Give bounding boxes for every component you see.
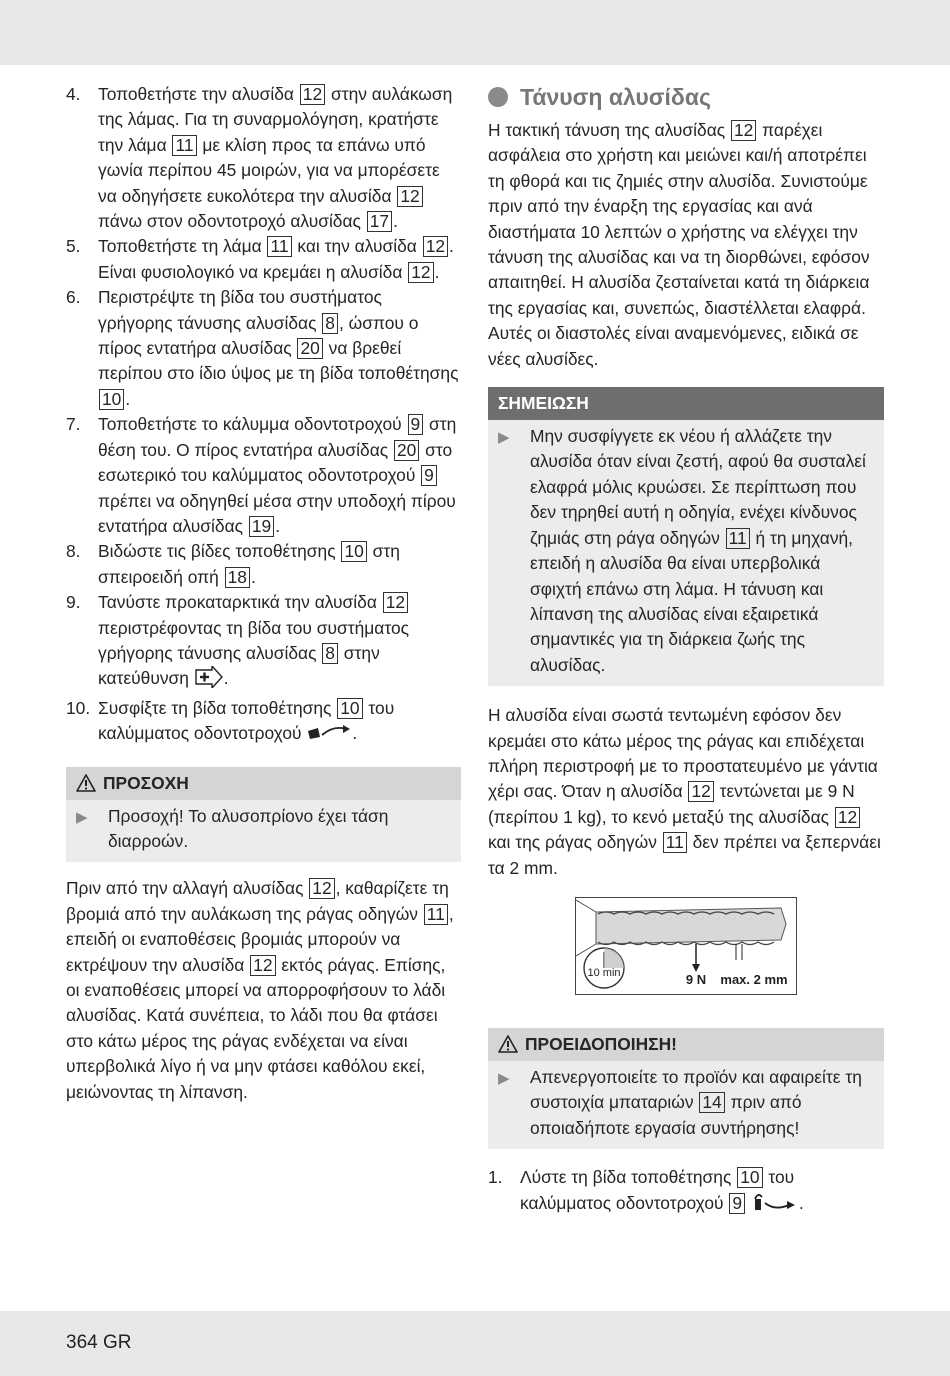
left-column	[66, 82, 461, 1105]
note-title: ΣΗΜΕΙΩΣΗ	[498, 393, 589, 414]
caution-text: Προσοχή! Το αλυσοπρίονο έχει τάση διαρροών.	[108, 805, 389, 851]
list-item	[66, 234, 461, 285]
text-run: Συσφίξτε τη βίδα τοποθέτησης	[98, 697, 337, 718]
part-reference-number: 12	[300, 84, 325, 105]
list-item	[66, 696, 461, 751]
text-run: Περιστρέψτε τη βίδα του συστήματος γρήγορης τάνυσης αλυσίδας	[98, 287, 382, 333]
text-run: , ώσπου ο πίρος εντατήρα αλυσίδας	[98, 312, 419, 359]
tighten-direction-plus-arrow-icon	[194, 666, 224, 695]
step-number: 8.	[66, 541, 81, 562]
text-run: , καθαρίζετε τη βρομιά από την αυλάκωση της ράγας οδηγών	[66, 878, 449, 924]
text-run: .	[125, 388, 131, 409]
step-number: 7.	[66, 414, 81, 435]
step-text	[98, 234, 461, 285]
part-reference-number: 12	[688, 781, 713, 802]
text-run: εκτός ράγας. Επίσης, οι εναποθέσεις μπορεί να απορροφήσουν το λάδι αλυσίδας. Κατά συνέπεια, το λάδι που θα φτάσει στο κάτω μέρος της ράγας ενδέχεται να είναι υπερβολικά λίγο ή να μην φτάσει καθόλου εκεί, μειώνοντας τη λίπανση.	[66, 954, 446, 1102]
loosen-screw-arrow-icon	[751, 1193, 799, 1220]
text-run: .	[250, 566, 256, 587]
part-reference-number: 12	[250, 955, 275, 976]
list-item	[66, 590, 461, 696]
part-reference-number: 10	[337, 698, 362, 719]
text-run: Βιδώστε τις βίδες τοποθέτησης	[98, 541, 341, 562]
text-run: Απενεργοποιείτε το προϊόν και αφαιρείτε τη συστοιχία μπαταριών	[530, 1066, 862, 1113]
part-reference-number: 12	[309, 878, 334, 899]
bullet-triangle-icon: ▶	[498, 429, 510, 447]
page-number: 364 GR	[66, 1332, 132, 1353]
part-reference-number: 10	[99, 389, 124, 410]
part-reference-number: 11	[172, 135, 196, 156]
text-run: πριν από οποιαδήποτε εργασία συντήρησης!	[530, 1092, 802, 1138]
text-run: και την αλυσίδα	[292, 236, 422, 257]
text-run: .	[434, 261, 440, 282]
chain-tension-illustration	[576, 898, 796, 994]
warning-triangle-icon	[498, 1035, 518, 1053]
text-run: να βρεθεί περίπου στο ίδιο ύψος με τη βίδα τοποθέτησης	[98, 338, 459, 384]
text-run: τεντώνεται με 9 N (περίπου 1 kg), το κενό μεταξύ της αλυσίδας	[488, 781, 855, 827]
text-run: Μην συσφίγγετε εκ νέου ή αλλάζετε την αλυσίδα όταν είναι ζεστή, αφού θα συσταλεί ελαφρά μόλις κρυώσει. Σε περίπτωση που δεν τηρηθεί αυτή η οδηγία, ενέχει κίνδυνος ζημιάς στη ράγα οδηγών	[530, 426, 866, 548]
part-reference-number: 12	[383, 592, 408, 613]
text-run: Τανύστε προκαταρκτικά την αλυσίδα	[98, 592, 382, 613]
text-run: Τοποθετήστε το κάλυμμα οδοντοτροχού	[98, 414, 407, 435]
section-title: Τάνυση αλυσίδας	[520, 83, 711, 110]
text-run: ή τη μηχανή, επειδή η αλυσίδα θα είναι υπερβολικά σφιχτή επάνω στη λάμα. Η τάνυση και λίπανση της αλυσίδας είναι εξαιρετικά σημαντικές για τη διάρκεια ζωής της αλυσίδας.	[530, 527, 854, 675]
part-reference-number: 12	[835, 807, 860, 828]
gap-label: max. 2 mm	[720, 971, 788, 987]
warning-body	[488, 1061, 884, 1149]
text-run: Τοποθετήστε την αλυσίδα	[98, 84, 299, 104]
part-reference-number: 17	[367, 211, 392, 232]
text-run: Τοποθετήστε τη λάμα	[98, 236, 267, 257]
part-reference-number: 20	[394, 440, 419, 461]
bottom-band	[0, 1311, 950, 1376]
right-column	[488, 82, 884, 1220]
text-run: Λύστε τη βίδα τοποθέτησης	[520, 1167, 737, 1188]
part-reference-number: 11	[663, 832, 687, 853]
part-reference-number: 11	[424, 904, 448, 925]
warning-box	[488, 1028, 884, 1149]
part-reference-number: 12	[408, 262, 433, 283]
note-box	[488, 387, 884, 686]
warning-header	[488, 1028, 884, 1061]
heading-bullet-icon	[488, 87, 508, 107]
step-text: Συσφίξτε τη βίδα τοποθέτησης 10 του καλύμματος οδοντοτροχού .	[98, 696, 461, 751]
text-run: Η αλυσίδα είναι σωστά τεντωμένη εφόσον δεν κρεμάει στο κάτω μέρος της ράγας και επιδέχεται πλήρη περιστροφή με το προστατευμένο με γάντια χέρι σας. Όταν η αλυσίδα	[488, 705, 878, 802]
note-header	[488, 387, 884, 420]
part-reference-number: 10	[341, 541, 366, 562]
note-body	[488, 420, 884, 686]
list-item	[66, 412, 461, 539]
assembly-steps-list	[66, 82, 461, 751]
part-reference-number: 11	[267, 236, 291, 257]
step-number: 10.	[66, 697, 91, 718]
list-item	[66, 539, 461, 590]
part-reference-number: 9	[408, 414, 424, 435]
text-run: στο εσωτερικό του καλύμματος οδοντοτροχού	[98, 439, 453, 486]
text-run: στην αυλάκωση της λάμας. Για τη συναρμολόγηση, κρατήστε την λάμα	[98, 84, 453, 155]
part-reference-number: 8	[322, 313, 338, 334]
text-run: , επειδή οι εναποθέσεις βρομιάς μπορούν να εκτρέψουν την αλυσίδα	[66, 903, 454, 975]
step-number: 5.	[66, 236, 81, 257]
list-item	[66, 82, 461, 234]
caution-title: ΠΡΟΣΟΧΗ	[103, 772, 189, 793]
part-reference-number: 12	[397, 186, 422, 207]
tighten-screw-arrow-icon	[306, 723, 352, 750]
top-band	[0, 0, 950, 65]
text-run: και της ράγας οδηγών	[488, 832, 662, 853]
step-text: Τανύστε προκαταρκτικά την αλυσίδα 12 περιστρέφοντας τη βίδα του συστήματος γρήγορης τάνυσης αλυσίδας 8 στην κατεύθυνση .	[98, 590, 461, 696]
text-run: με κλίση προς τα επάνω υπό γωνία περίπου 45 μοιρών, για να μπορέσετε να οδηγήσετε ευκολότερα την αλυσίδα	[98, 134, 440, 206]
step-text	[98, 285, 461, 412]
bullet-triangle-icon: ▶	[498, 1069, 510, 1087]
chain-tension-diagram	[575, 897, 797, 995]
step-text	[98, 539, 461, 590]
text-run: παρέχει ασφάλεια στο χρήστη και μειώνει και/ή αποτρέπει τη φθορά και τις ζημιές στην αλυσίδα. Συνιστούμε πριν από την έναρξη της εργασίας και ανά διαστήματα 10 λεπτών ο χρήστης να ελέγχει την τάνυση της αλυσίδας και να τη διορθώνει, εφόσον απαιτηθεί. Η αλυσίδα ζεσταίνεται κατά τη διάρκεια της εργασίας και, συνεπώς, διαστέλλεται ελαφρά. Αυτές οι διαστολές είναι αναμενόμενες, ειδικά σε νέες αλυσίδες.	[488, 120, 870, 369]
text-run: του καλύμματος οδοντοτροχού	[520, 1167, 795, 1213]
list-item	[66, 285, 461, 412]
part-reference-number: 19	[249, 516, 274, 537]
step-text: Λύστε τη βίδα τοποθέτησης 10 του καλύμματος οδοντοτροχού 9 .	[520, 1165, 884, 1220]
step-number: 9.	[66, 592, 81, 613]
clock-label: 10 min	[587, 966, 621, 979]
text-run: του καλύμματος οδοντοτροχού	[98, 697, 395, 744]
caution-body	[66, 800, 461, 863]
caution-header	[66, 767, 461, 800]
note-text	[530, 424, 874, 678]
step-number: 1.	[488, 1167, 503, 1188]
step-number: 6.	[66, 287, 81, 308]
step-text	[98, 82, 461, 234]
caution-box	[66, 767, 461, 863]
chain-cleaning-paragraph	[66, 876, 461, 1105]
warning-text	[530, 1065, 874, 1141]
text-run: στη σπειροειδή οπή	[98, 541, 400, 587]
text-run: Πριν από την αλλαγή αλυσίδας	[66, 878, 309, 899]
part-reference-number: 12	[731, 120, 756, 141]
list-item	[488, 1165, 884, 1220]
text-run: στην κατεύθυνση	[98, 642, 380, 689]
warning-title: ΠΡΟΕΙΔΟΠΟΙΗΣΗ!	[525, 1033, 677, 1054]
text-run: πάνω στον οδοντοτροχό αλυσίδας	[98, 211, 366, 232]
text-run: πρέπει να οδηγηθεί μέσα στην υποδοχή πίρου εντατήρα αλυσίδας	[98, 490, 456, 536]
step-text	[98, 412, 461, 539]
text-run: στη θέση του. Ο πίρος εντατήρα αλυσίδας	[98, 414, 457, 460]
part-reference-number: 8	[322, 643, 338, 664]
part-reference-number: 18	[225, 567, 250, 588]
tensioning-intro-paragraph	[488, 118, 884, 372]
bullet-triangle-icon: ▶	[76, 808, 88, 826]
text-run: δεν πρέπει να ξεπερνάει τα 2 mm.	[488, 832, 881, 878]
force-label: 9 N	[685, 971, 707, 987]
part-reference-number: 20	[297, 338, 322, 359]
section-heading	[488, 82, 884, 112]
text-run: .	[275, 515, 281, 536]
part-reference-number: 9	[421, 465, 437, 486]
text-run: .	[393, 211, 398, 232]
text-run: περιστρέφοντας τη βίδα του συστήματος γρήγορης τάνυσης αλυσίδας	[98, 617, 410, 663]
warning-triangle-icon	[76, 774, 96, 792]
part-reference-number: 14	[699, 1092, 724, 1113]
tension-check-paragraph	[488, 703, 884, 881]
part-reference-number: 9	[729, 1193, 745, 1214]
part-reference-number: 11	[726, 528, 750, 549]
part-reference-number: 12	[423, 236, 448, 257]
step-number: 4.	[66, 84, 81, 104]
text-run: Η τακτική τάνυση της αλυσίδας	[488, 120, 730, 140]
part-reference-number: 10	[737, 1167, 762, 1188]
text-run: . Είναι φυσιολογικό να κρεμάει η αλυσίδα	[98, 236, 454, 282]
